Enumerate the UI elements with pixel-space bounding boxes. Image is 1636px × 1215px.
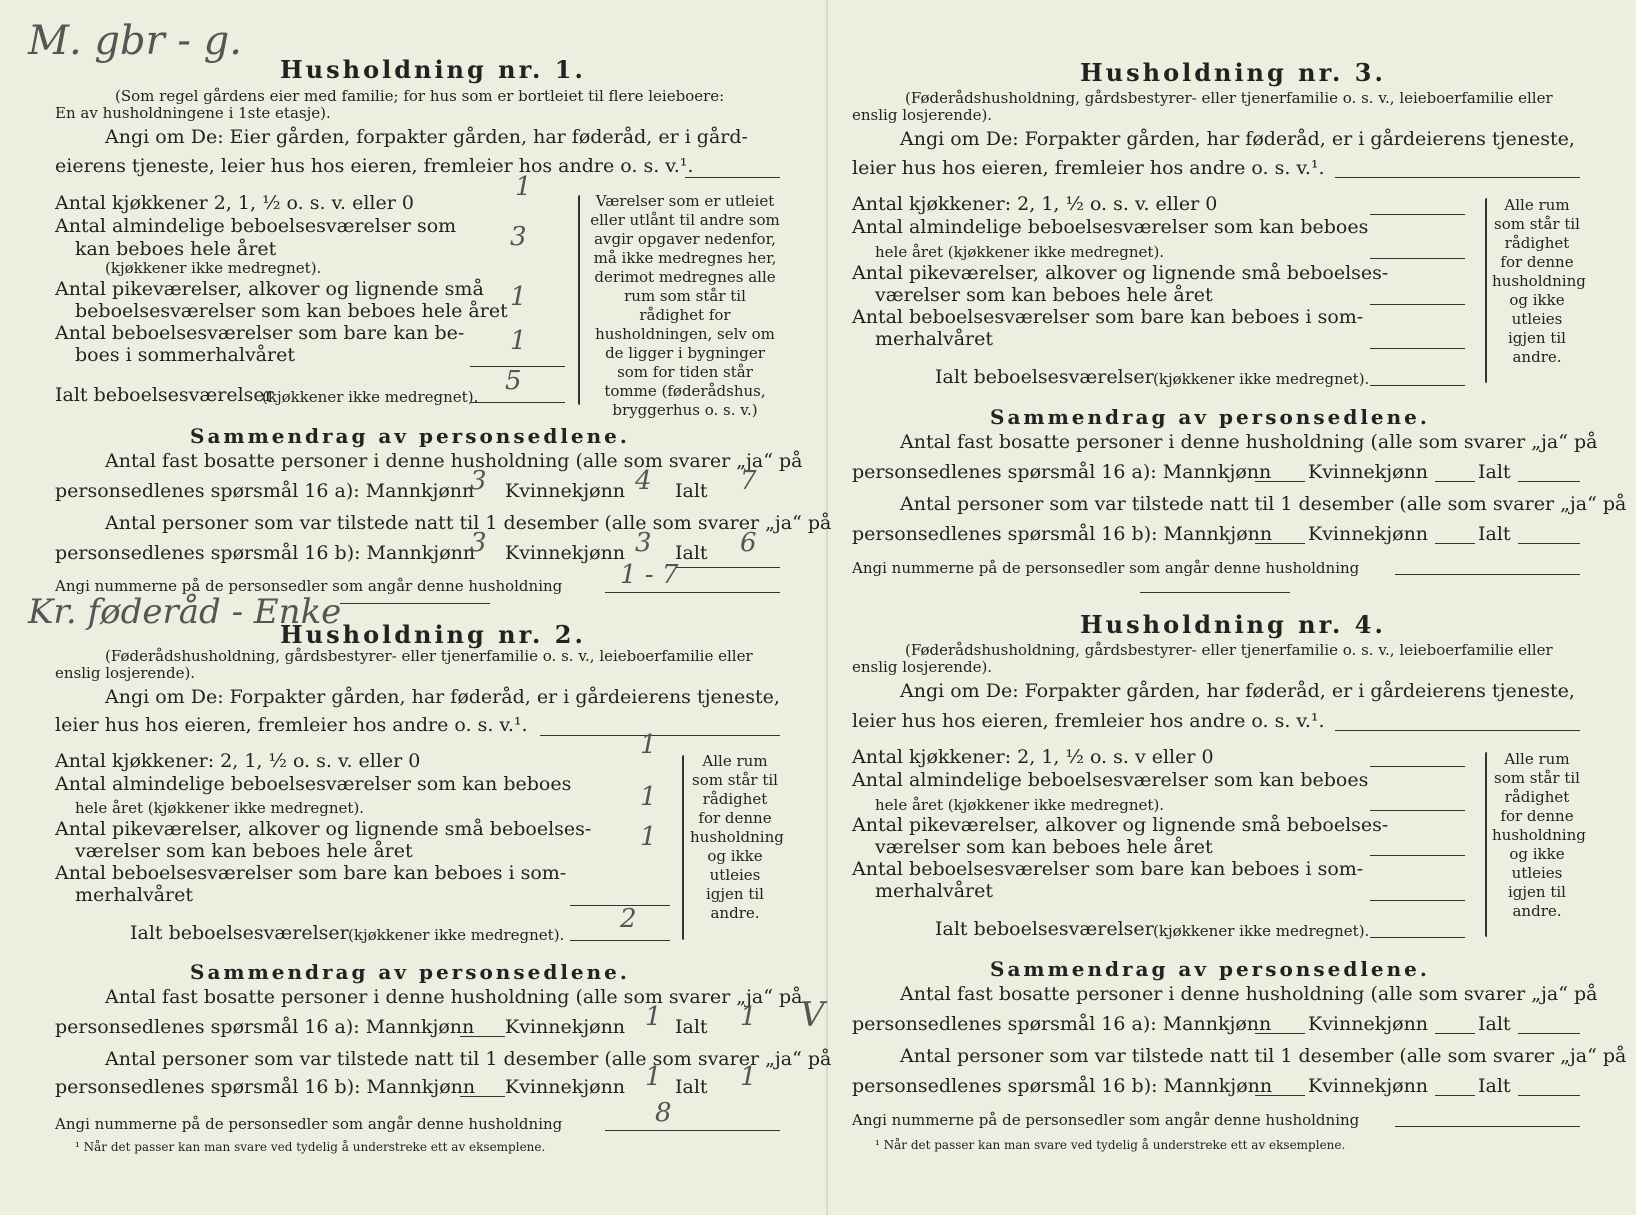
h3-ialt1: Ialt [1478, 461, 1511, 483]
h1-kv1: Kvinnekjønn [505, 480, 626, 502]
h4-sammendrag: Sammendrag av personsedlene. [990, 957, 1430, 981]
h2-pike2: værelser som kan beboes hele året [75, 840, 413, 862]
h4-intro1: (Føderådshusholdning, gårdsbestyrer- eller tjenerfamilie o. s. v., leieboerfamilie eller [905, 641, 1553, 659]
h3-angi2: leier hus hos eieren, fremleier hos andre o. s. v.¹. [852, 157, 1325, 179]
h3-beboes1: Antal almindelige beboelsesværelser som kan beboes [852, 216, 1369, 238]
h2-v-pike: 1 [640, 822, 657, 852]
h4-title: Husholdning nr. 4. [1080, 610, 1386, 639]
h3-ialt: Ialt beboelsesværelser [935, 366, 1154, 388]
h2-sammendrag: Sammendrag av personsedlene. [190, 960, 630, 984]
h4-ialt2: Ialt [1478, 1075, 1511, 1097]
h3-nummer: Angi nummerne på de personsedler som angår denne husholdning [852, 559, 1360, 577]
h2-sommer2: merhalvåret [75, 884, 194, 906]
h3-intro1: (Føderådshusholdning, gårdsbestyrer- eller tjenerfamilie o. s. v., leieboerfamilie eller [905, 89, 1553, 107]
h1-sammendrag: Sammendrag av personsedlene. [190, 424, 630, 448]
h4-kv1: Kvinnekjønn [1308, 1013, 1429, 1035]
h3-kv2: Kvinnekjønn [1308, 523, 1429, 545]
h3-ialt2: Ialt [1478, 523, 1511, 545]
h1-sommer2: boes i sommerhalvåret [75, 344, 295, 366]
h4-s2b: personsedlenes spørsmål 16 b): Mannkjønn [852, 1075, 1273, 1097]
h4-ialt1: Ialt [1478, 1013, 1511, 1035]
h4-beboes2: hele året (kjøkkener ikke medregnet). [875, 796, 1165, 814]
h1-s2b: personsedlenes spørsmål 16 b): Mannkjønn [55, 542, 476, 564]
h1-v-i1: 7 [740, 466, 757, 496]
h1-note: Værelser som er utleiet eller utlånt til andre som avgir opgaver nedenfor, må ikke medregnes her, derimot medregnes alle rum som står til rådighet for husholdningen, selv om de ligger i bygninger som for tiden står tomme (føderådshus, bryggerhus o. s. v.) [590, 192, 780, 419]
h3-angi1: Angi om De: Forpakter gården, har føderåd, er i gårdeierens tjeneste, [900, 128, 1575, 150]
h2-intro2: enslig losjerende). [55, 664, 196, 682]
h3-intro2: enslig losjerende). [852, 106, 993, 124]
h2-s1b: personsedlenes spørsmål 16 a): Mannkjønn [55, 1016, 475, 1038]
h1-beboes1: Antal almindelige beboelsesværelser som [55, 215, 457, 237]
h1-ialt2: Ialt [675, 542, 708, 564]
h1-nummer: Angi nummerne på de personsedler som angår denne husholdning [55, 577, 563, 595]
h3-s2b: personsedlenes spørsmål 16 b): Mannkjønn [852, 523, 1273, 545]
h1-v-i2: 6 [740, 528, 757, 558]
handwritten-hh2-label: Kr. føderåd - Enke [28, 592, 342, 632]
h2-title: Husholdning nr. 2. [280, 620, 586, 649]
h4-ialt-note: (kjøkkener ikke medregnet). [1153, 922, 1370, 940]
h1-ialt1: Ialt [675, 480, 708, 502]
h1-pike2: beboelsesværelser som kan beboes hele året [75, 300, 508, 322]
h3-sommer2: merhalvåret [875, 328, 994, 350]
h2-v-i2: 1 [740, 1062, 757, 1092]
h1-beboes2: kan beboes hele året [75, 238, 277, 260]
h3-sammendrag: Sammendrag av personsedlene. [990, 405, 1430, 429]
h4-sommer2: merhalvåret [875, 880, 994, 902]
h2-note: Alle rum som står til rådighet for denne husholdning og ikke utleies igjen til andre. [690, 752, 784, 922]
h2-footnote: ¹ Når det passer kan man svare ved tydelig å understreke ett av eksemplene. [75, 1140, 546, 1154]
h2-kv1: Kvinnekjønn [505, 1016, 626, 1038]
h2-angi2: leier hus hos eieren, fremleier hos andre o. s. v.¹. [55, 714, 528, 736]
h1-kjokkener: Antal kjøkkener 2, 1, ½ o. s. v. eller 0 [55, 192, 414, 214]
h2-angi1: Angi om De: Forpakter gården, har føderåd, er i gårdeierens tjeneste, [105, 686, 780, 708]
h1-angi1: Angi om De: Eier gården, forpakter gården, har føderåd, er i gård- [105, 126, 748, 148]
h2-ialt-note: (kjøkkener ikke medregnet). [348, 926, 565, 944]
h1-s1a: Antal fast bosatte personer i denne husholdning (alle som svarer „ja“ på [105, 450, 803, 472]
h2-s1a: Antal fast bosatte personer i denne husholdning (alle som svarer „ja“ på [105, 986, 803, 1008]
h2-nummer: Angi nummerne på de personsedler som angår denne husholdning [55, 1115, 563, 1133]
h4-nummer: Angi nummerne på de personsedler som angår denne husholdning [852, 1111, 1360, 1129]
h4-angi1: Angi om De: Forpakter gården, har føderåd, er i gårdeierens tjeneste, [900, 680, 1575, 702]
h2-beboes1: Antal almindelige beboelsesværelser som kan beboes [55, 773, 572, 795]
h1-angi2: eierens tjeneste, leier hus hos eieren, fremleier hos andre o. s. v.¹. [55, 155, 694, 177]
h4-s2a: Antal personer som var tilstede natt til 1 desember (alle som svarer „ja“ på [900, 1045, 1627, 1067]
h4-pike1: Antal pikeværelser, alkover og lignende små beboelses- [852, 814, 1389, 836]
h2-s2a: Antal personer som var tilstede natt til 1 desember (alle som svarer „ja“ på [105, 1048, 832, 1070]
h4-footnote: ¹ Når det passer kan man svare ved tydelig å understreke ett av eksemplene. [875, 1138, 1346, 1152]
h3-sommer1: Antal beboelsesværelser som bare kan beboes i som- [852, 306, 1364, 328]
h1-v-pike: 1 [510, 282, 527, 312]
h3-s1b: personsedlenes spørsmål 16 a): Mannkjønn [852, 461, 1272, 483]
handwritten-check-mark: V [800, 995, 825, 1035]
h4-intro2: enslig losjerende). [852, 658, 993, 676]
h1-v-nummer: 1 - 7 [620, 560, 679, 590]
h1-ialt-note: (kjøkkener ikke medregnet). [262, 388, 479, 406]
h4-s1a: Antal fast bosatte personer i denne husholdning (alle som svarer „ja“ på [900, 983, 1598, 1005]
h3-beboes2: hele året (kjøkkener ikke medregnet). [875, 243, 1165, 261]
h2-intro1: (Føderådshusholdning, gårdsbestyrer- eller tjenerfamilie o. s. v., leieboerfamilie eller [105, 647, 753, 665]
h2-beboes2: hele året (kjøkkener ikke medregnet). [75, 799, 365, 817]
h1-v-m1: 3 [470, 466, 487, 496]
h1-title: Husholdning nr. 1. [280, 55, 586, 84]
h2-sommer1: Antal beboelsesværelser som bare kan beboes i som- [55, 862, 567, 884]
h3-s1a: Antal fast bosatte personer i denne husholdning (alle som svarer „ja“ på [900, 431, 1598, 453]
h2-v-beboes: 1 [640, 782, 657, 812]
h1-kv2: Kvinnekjønn [505, 542, 626, 564]
h4-s1b: personsedlenes spørsmål 16 a): Mannkjønn [852, 1013, 1272, 1035]
h4-beboes1: Antal almindelige beboelsesværelser som kan beboes [852, 769, 1369, 791]
h1-s1b: personsedlenes spørsmål 16 a): Mannkjønn [55, 480, 475, 502]
h2-kjokkener: Antal kjøkkener: 2, 1, ½ o. s. v. eller 0 [55, 750, 421, 772]
h4-kv2: Kvinnekjønn [1308, 1075, 1429, 1097]
h1-beboes3: (kjøkkener ikke medregnet). [105, 259, 322, 277]
h2-v-ialt: 2 [620, 904, 637, 934]
h3-note: Alle rum som står til rådighet for denne husholdning og ikke utleies igjen til andre. [1492, 196, 1586, 366]
h3-s2a: Antal personer som var tilstede natt til 1 desember (alle som svarer „ja“ på [900, 493, 1627, 515]
h2-ialt: Ialt beboelsesværelser [130, 922, 349, 944]
h1-v-m2: 3 [470, 528, 487, 558]
h2-v-k2: 1 [645, 1062, 662, 1092]
h3-kv1: Kvinnekjønn [1308, 461, 1429, 483]
h3-pike2: værelser som kan beboes hele året [875, 284, 1213, 306]
h1-v-ialt: 5 [505, 366, 522, 396]
h2-v-k1: 1 [645, 1002, 662, 1032]
h1-sommer1: Antal beboelsesværelser som bare kan be- [55, 322, 465, 344]
h2-ialt1: Ialt [675, 1016, 708, 1038]
h1-pike1: Antal pikeværelser, alkover og lignende små [55, 278, 484, 300]
h2-ialt2: Ialt [675, 1076, 708, 1098]
h3-ialt-note: (kjøkkener ikke medregnet). [1153, 370, 1370, 388]
h3-title: Husholdning nr. 3. [1080, 58, 1386, 87]
h1-intro2: En av husholdningene i 1ste etasje). [55, 104, 331, 122]
h4-sommer1: Antal beboelsesværelser som bare kan beboes i som- [852, 858, 1364, 880]
h4-ialt: Ialt beboelsesværelser [935, 918, 1154, 940]
h2-v-nummer: 8 [655, 1098, 672, 1128]
h2-kv2: Kvinnekjønn [505, 1076, 626, 1098]
h4-note: Alle rum som står til rådighet for denne husholdning og ikke utleies igjen til andre. [1492, 750, 1586, 920]
h2-s2b: personsedlenes spørsmål 16 b): Mannkjønn [55, 1076, 476, 1098]
h2-v-kjokkener: 1 [640, 730, 657, 760]
h1-v-k1: 4 [635, 466, 652, 496]
h1-intro1: (Som regel gårdens eier med familie; for hus som er bortleiet til flere leieboere: [115, 87, 725, 105]
h4-angi2: leier hus hos eieren, fremleier hos andre o. s. v.¹. [852, 710, 1325, 732]
h1-v-beboes: 3 [510, 222, 527, 252]
h1-v-k2: 3 [635, 528, 652, 558]
h1-ialt: Ialt beboelsesværelser [55, 384, 274, 406]
h4-kjokkener: Antal kjøkkener: 2, 1, ½ o. s. v eller 0 [852, 746, 1214, 768]
handwritten-top-left: M. gbr - g. [28, 18, 242, 64]
page-fold [826, 0, 828, 1215]
h4-pike2: værelser som kan beboes hele året [875, 836, 1213, 858]
h1-v-kjokkener: 1 [515, 172, 532, 202]
h2-v-i1: 1 [740, 1002, 757, 1032]
h3-pike1: Antal pikeværelser, alkover og lignende små beboelses- [852, 262, 1389, 284]
h1-s2a: Antal personer som var tilstede natt til 1 desember (alle som svarer „ja“ på [105, 512, 832, 534]
h2-pike1: Antal pikeværelser, alkover og lignende små beboelses- [55, 818, 592, 840]
h3-kjokkener: Antal kjøkkener: 2, 1, ½ o. s. v. eller 0 [852, 193, 1218, 215]
h1-v-sommer: 1 [510, 326, 527, 356]
